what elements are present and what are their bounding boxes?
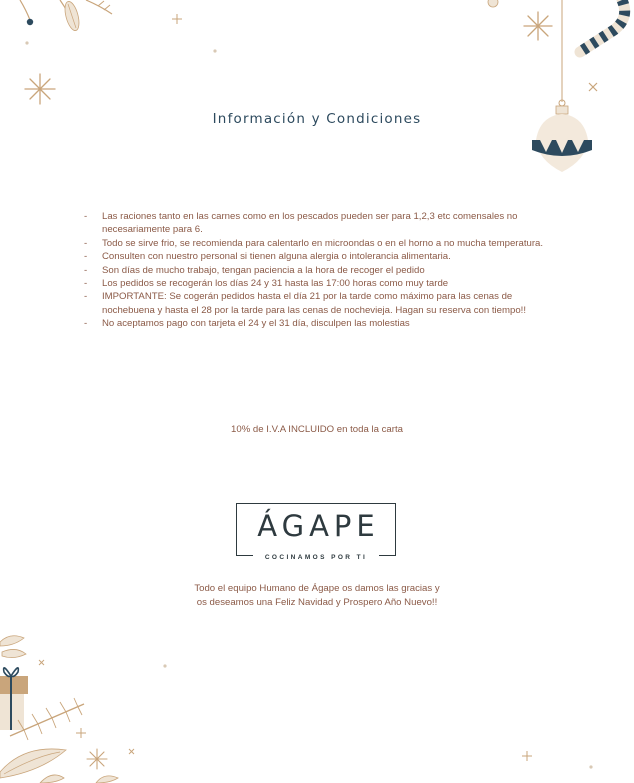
- small-x-icon: [128, 748, 135, 755]
- closing-message: [0, 582, 634, 609]
- dot-decoration: [588, 764, 594, 770]
- sparkle-icon: [23, 72, 57, 106]
- conditions-list: [84, 210, 554, 331]
- logo-name: ÁGAPE: [257, 509, 380, 543]
- list-item: - Los pedidos se recogerán los días 24 y 31 hasta las 17:00 horas como muy tarde: [84, 277, 554, 290]
- ornament-bauble-icon: [528, 0, 596, 178]
- closing-line-2: os deseamos una Feliz Navidad y Prospero Año Nuevo!!: [196, 596, 438, 608]
- small-x-icon: [38, 659, 45, 666]
- list-item: - Todo se sirve frio, se recomienda para calentarlo en microondas o en el horno a no mucha temperatura.: [84, 237, 554, 250]
- list-item: - Las raciones tanto en las carnes como en los pescados pueden ser para 1,2,3 etc comensales no necesariamente para 6.: [84, 210, 554, 237]
- leaf-decoration: [486, 0, 500, 10]
- dot-decoration: [212, 48, 218, 54]
- list-item: - Son días de mucho trabajo, tengan paciencia a la hora de recoger el pedido: [84, 264, 554, 277]
- dot-decoration: [162, 663, 168, 669]
- list-item: - Consulten con nuestro personal si tienen alguna alergia o intolerancia alimentaria.: [84, 250, 554, 263]
- iva-note: 10% de I.V.A INCLUIDO en toda la carta: [231, 424, 403, 435]
- gift-box-branch-decoration: [0, 632, 130, 783]
- list-item: - No aceptamos pago con tarjeta el 24 y el 31 día, disculpen las molestias: [84, 317, 554, 330]
- closing-line-1: Todo el equipo Humano de Ágape os damos las gracias y: [194, 583, 440, 594]
- plus-sparkle-icon: [172, 14, 182, 24]
- logo-tagline: COCINAMOS POR TI: [253, 554, 379, 561]
- agape-logo: [236, 503, 396, 561]
- list-item: - IMPORTANTE: Se cogerán pedidos hasta el día 21 por la tarde como máximo para las cenas de nochebuena y hasta el 28 por la tarde para las cenas de nochevieja. Hagan su reserva con tiempo!!: [84, 290, 554, 317]
- sparkle-icon: [86, 748, 108, 770]
- dot-decoration: [24, 40, 30, 46]
- plus-sparkle-icon: [76, 728, 86, 738]
- page-title: Información y Condiciones: [212, 111, 422, 127]
- plus-sparkle-icon: [522, 751, 532, 761]
- top-left-branch-decoration: [0, 0, 130, 40]
